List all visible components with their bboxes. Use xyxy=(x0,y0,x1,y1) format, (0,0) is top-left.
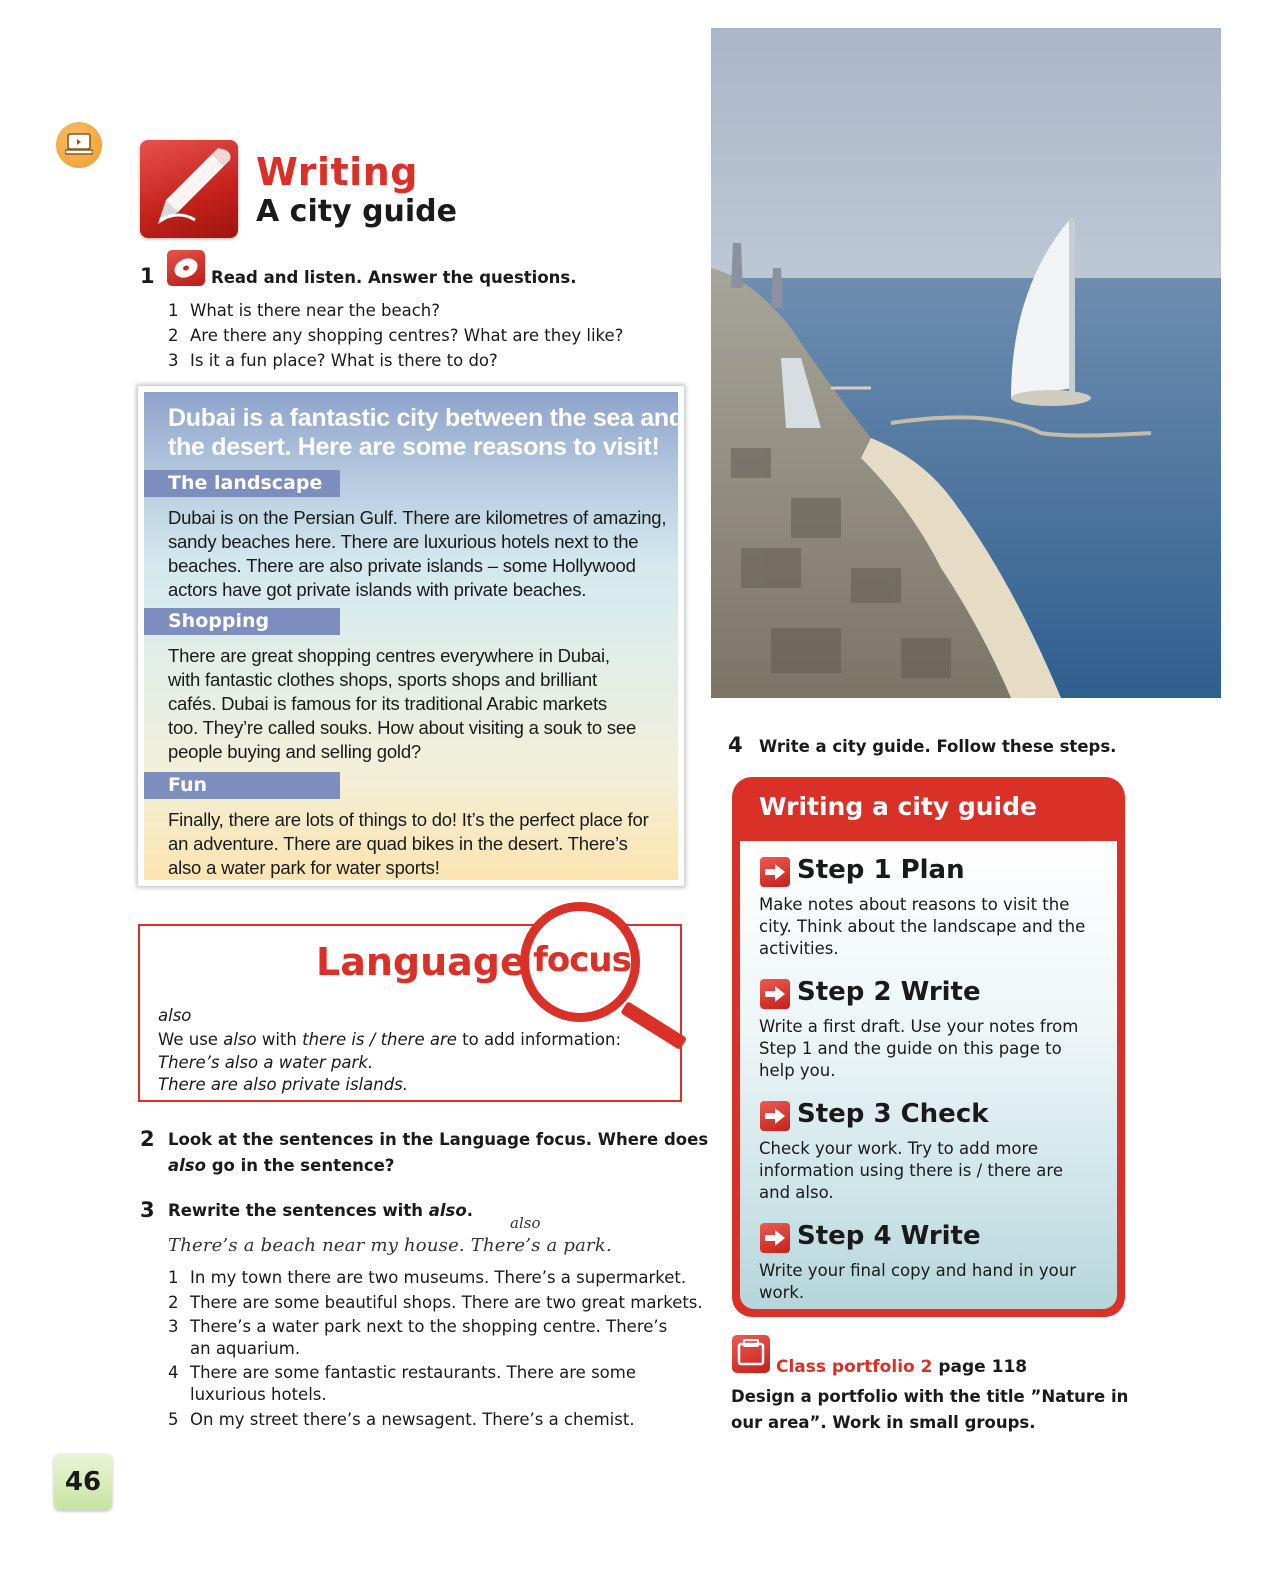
language-focus-example: There are also private islands. xyxy=(158,1075,409,1094)
dubai-photo xyxy=(711,28,1221,698)
handwritten-insert: also xyxy=(510,1214,541,1232)
page-number: 46 xyxy=(54,1454,112,1510)
exercise-1-questions xyxy=(168,298,623,373)
exercise-3-number: 3 xyxy=(140,1198,155,1222)
cd-icon xyxy=(167,250,205,286)
question-item: 1 What is there near the beach? xyxy=(168,301,441,320)
list-item: 3 There’s a water park next to the shopping centre. There’s an aquarium. xyxy=(168,1317,668,1358)
arrow-icon xyxy=(760,1101,790,1131)
guide-title: Writing a city guide xyxy=(759,792,1037,821)
pen-icon xyxy=(140,140,238,238)
question-item: 3 Is it a fun place? What is there to do? xyxy=(168,351,498,370)
language-focus-example: There’s also a water park. xyxy=(158,1053,374,1072)
step-3-heading: Step 3 Check xyxy=(797,1099,989,1129)
arrow-icon xyxy=(760,1223,790,1253)
page-subtitle: A city guide xyxy=(256,194,458,229)
section-label-shopping: Shopping xyxy=(144,608,340,635)
section-body-fun: Finally, there are lots of things to do! It’s the perfect place for an adventure. There are quad bikes in the desert. There’s also a water park for water sports! xyxy=(168,809,649,878)
step-4-heading: Step 4 Write xyxy=(797,1221,981,1251)
arrow-icon xyxy=(760,979,790,1009)
section-body-shopping: There are great shopping centres everywhere in Dubai, with fantastic clothes shops, sports shops and brilliant cafés. Dubai is famous for its traditional Arabic markets too. They’re called souks. How about visiting a souk to see people buying and selling gold? xyxy=(168,645,637,762)
portfolio-link[interactable]: Class portfolio 2 page 118 xyxy=(776,1357,1028,1377)
section-label-fun: Fun xyxy=(144,772,340,799)
exercise-3-instruction: Rewrite the sentences with also. xyxy=(168,1201,473,1220)
list-item: 4 There are some fantastic restaurants. There are some luxurious hotels. xyxy=(168,1363,636,1404)
section-label-landscape: The landscape xyxy=(144,470,340,497)
exercise-2-instruction: Look at the sentences in the Language focus. Where does xyxy=(168,1130,709,1149)
exercise-2-instruction-line2: also go in the sentence? xyxy=(168,1156,395,1175)
exercise-1-instruction: Read and listen. Answer the questions. xyxy=(211,268,577,287)
step-2-body: Write a first draft. Use your notes from Step 1 and the guide on this page to help you. xyxy=(759,1017,1079,1080)
language-focus-word: focus xyxy=(533,940,631,980)
portfolio-icon xyxy=(732,1335,770,1373)
exercise-4-instruction: Write a city guide. Follow these steps. xyxy=(759,737,1117,756)
step-1-body: Make notes about reasons to visit the city. Think about the landscape and the activities. xyxy=(759,895,1086,958)
handwritten-example: There’s a beach near my house. There’s a park. xyxy=(168,1235,612,1256)
list-item: 1 In my town there are two museums. There’s a supermarket. xyxy=(168,1268,687,1287)
question-item: 2 Are there any shopping centres? What are they like? xyxy=(168,326,624,345)
step-1-heading: Step 1 Plan xyxy=(797,855,965,885)
language-focus-rule: We use also with there is / there are to add information: xyxy=(158,1030,622,1049)
step-4-body: Write your final copy and hand in your work. xyxy=(759,1261,1077,1302)
exercise-4-number: 4 xyxy=(728,733,743,757)
list-item: 2 There are some beautiful shops. There are two great markets. xyxy=(168,1293,703,1312)
step-3-body: Check your work. Try to add more information using there is / there are and also. xyxy=(759,1139,1063,1202)
portfolio-description: Design a portfolio with the title ”Nature in our area”. Work in small groups. xyxy=(731,1387,1129,1432)
language-focus-term: also xyxy=(158,1006,192,1025)
reading-heading: Dubai is a fantastic city between the sea and the desert. Here are some reasons to visit! xyxy=(168,404,684,461)
step-2-heading: Step 2 Write xyxy=(797,977,981,1007)
language-focus-title: Language xyxy=(316,940,526,984)
arrow-icon xyxy=(760,857,790,887)
section-body-landscape: Dubai is on the Persian Gulf. There are kilometres of amazing, sandy beaches here. There are luxurious hotels next to the beaches. There are also private islands – some Hollywood actors have got private islands with private beaches. xyxy=(168,507,667,600)
page-title: Writing xyxy=(256,150,418,194)
computer-icon xyxy=(56,122,102,168)
exercise-3-items xyxy=(168,1266,708,1432)
list-item: 5 On my street there’s a newsagent. There’s a chemist. xyxy=(168,1410,635,1429)
exercise-2-number: 2 xyxy=(140,1127,155,1151)
reading-text-panel xyxy=(138,386,684,886)
exercise-1-number: 1 xyxy=(140,264,155,288)
